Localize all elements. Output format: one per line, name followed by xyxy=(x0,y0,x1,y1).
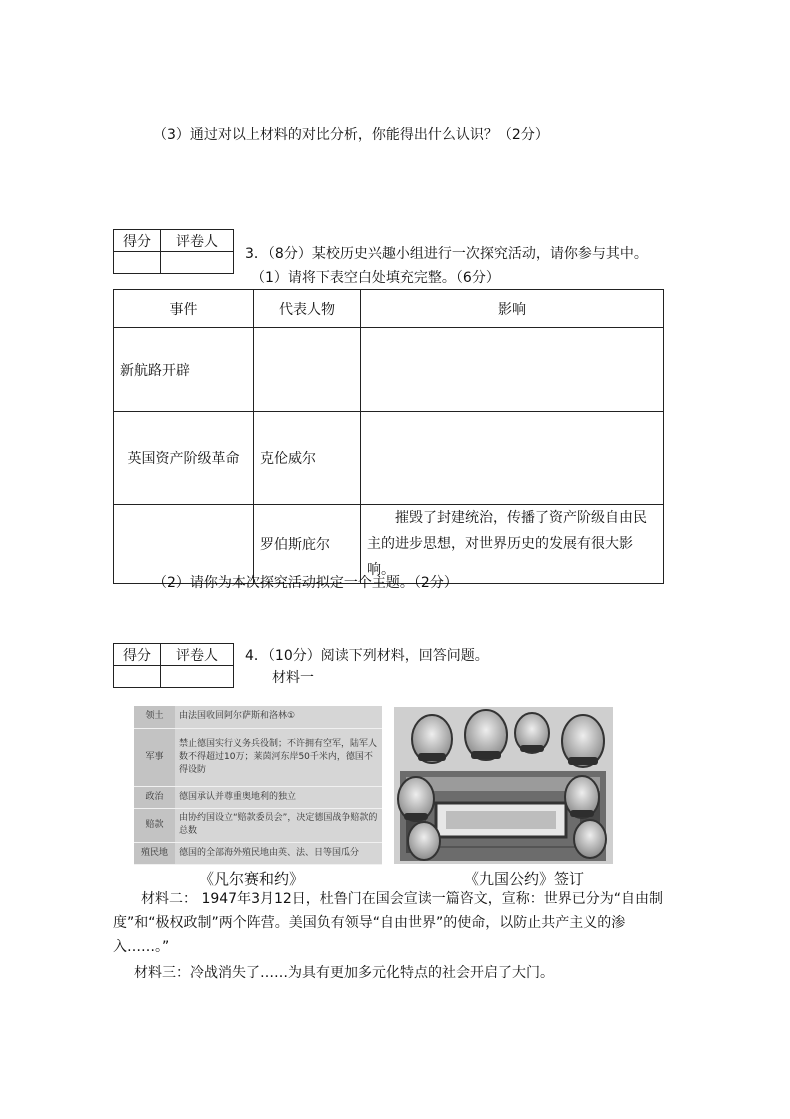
treaty-key: 政治 xyxy=(134,786,175,808)
treaty-value: 德国承认并尊重奥地利的独立 xyxy=(175,786,382,808)
treaty-row xyxy=(134,706,382,728)
event-cell: 英国资产阶级革命 xyxy=(114,412,254,505)
treaty-key: 军事 xyxy=(134,728,175,786)
person-cell[interactable] xyxy=(254,328,361,412)
treaty-value: 由协约国设立“赔款委员会”，决定德国战争赔款的总数 xyxy=(175,808,382,842)
versailles-treaty-image xyxy=(134,706,382,865)
treaty-row xyxy=(134,728,382,786)
treaty-value: 由法国收回阿尔萨斯和洛林① xyxy=(175,706,382,728)
treaty-row xyxy=(134,786,382,808)
score-cell[interactable] xyxy=(114,666,161,688)
table-row xyxy=(114,328,664,412)
effect-cell[interactable] xyxy=(361,328,664,412)
table-header-row xyxy=(114,290,664,328)
score-cell[interactable] xyxy=(114,252,161,274)
question3-sub1: （1）请将下表空白处填充完整。（6分） xyxy=(251,270,500,286)
person-cell: 克伦威尔 xyxy=(254,412,361,505)
header-effect: 影响 xyxy=(361,290,664,328)
question3-sub2: （2）请你为本次探究活动拟定一个主题。（2分） xyxy=(153,575,458,591)
material2-text: 材料二： 1947年3月12日，杜鲁门在国会宣读一篇咨文，宣称：世界已分为“自由制度”和“极权政制”两个阵营。美国负有领导“自由世界”的使命，以防止共产主义的渗入……。” xyxy=(113,891,664,955)
grader-cell[interactable] xyxy=(161,666,234,688)
score-label: 得分 xyxy=(114,644,161,666)
treaty-key: 赔款 xyxy=(134,808,175,842)
grader-cell[interactable] xyxy=(161,252,234,274)
score-box xyxy=(113,229,234,274)
header-event: 事件 xyxy=(114,290,254,328)
header-person: 代表人物 xyxy=(254,290,361,328)
score-box xyxy=(113,643,234,688)
caption-versailles: 《凡尔赛和约》 xyxy=(199,870,305,888)
grader-label: 评卷人 xyxy=(161,230,234,252)
treaty-key: 殖民地 xyxy=(134,842,175,864)
treaty-row xyxy=(134,808,382,842)
q3-sub3-prompt: （3）通过对以上材料的对比分析，你能得出什么认识？（2分） xyxy=(153,127,549,143)
effect-cell[interactable] xyxy=(361,412,664,505)
material1-label: 材料一 xyxy=(272,670,314,686)
grader-label: 评卷人 xyxy=(161,644,234,666)
person-cell: 罗伯斯庇尔 xyxy=(254,505,361,584)
table-row xyxy=(114,412,664,505)
treaty-value: 禁止德国实行义务兵役制；不许拥有空军，陆军人数不得超过10万；莱茵河东岸50千米内，德国不得设防 xyxy=(175,728,382,786)
nine-power-treaty-photo xyxy=(394,707,613,864)
effect-cell: 摧毁了封建统治，传播了资产阶级自由民主的进步思想，对世界历史的发展有很大影响。 xyxy=(361,505,664,584)
score-label: 得分 xyxy=(114,230,161,252)
question3-title: 3．（8分）某校历史兴趣小组进行一次探究活动，请你参与其中。 xyxy=(245,246,648,262)
treaty-key: 领土 xyxy=(134,706,175,728)
caption-nine-power: 《九国公约》签订 xyxy=(464,870,585,888)
treaty-row xyxy=(134,842,382,864)
question4-title: 4．（10分）阅读下列材料，回答问题。 xyxy=(245,648,489,664)
material3-text: 材料三：冷战消失了……为具有更加多元化特点的社会开启了大门。 xyxy=(134,965,554,981)
treaty-value: 德国的全部海外殖民地由英、法、日等国瓜分 xyxy=(175,842,382,864)
event-cell: 新航路开辟 xyxy=(114,328,254,412)
answer-table xyxy=(113,289,664,584)
